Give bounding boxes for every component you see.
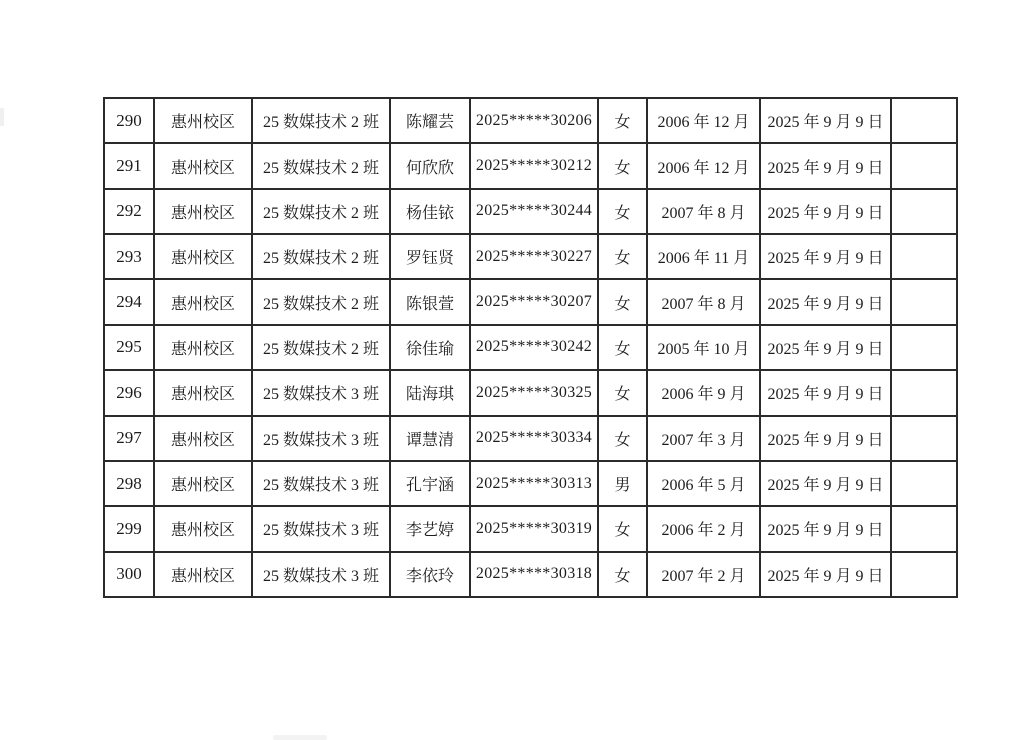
- table-cell-birth-date: 2007 年 8 月: [647, 279, 760, 324]
- scan-smudge: [273, 735, 327, 740]
- table-cell-serial: 293: [104, 234, 154, 279]
- table-cell-student-id: 2025*****30325: [470, 370, 598, 415]
- table-cell-class: 25 数媒技术 3 班: [252, 552, 390, 597]
- table-cell-campus: 惠州校区: [154, 279, 252, 324]
- table-cell-date: 2025 年 9 月 9 日: [760, 461, 891, 506]
- table-cell-gender: 女: [598, 552, 647, 597]
- table-cell-empty: [891, 189, 957, 234]
- table-cell-gender: 女: [598, 189, 647, 234]
- table-row: [104, 461, 957, 506]
- table-cell-empty: [891, 279, 957, 324]
- table-cell-name: 谭慧清: [390, 416, 470, 461]
- table-cell-student-id: 2025*****30207: [470, 279, 598, 324]
- table-cell-class: 25 数媒技术 3 班: [252, 370, 390, 415]
- table-cell-student-id: 2025*****30334: [470, 416, 598, 461]
- table-row: [104, 98, 957, 143]
- table-cell-class: 25 数媒技术 2 班: [252, 234, 390, 279]
- table-cell-gender: 女: [598, 506, 647, 551]
- table-cell-serial: 298: [104, 461, 154, 506]
- table-cell-gender: 女: [598, 98, 647, 143]
- table-cell-empty: [891, 98, 957, 143]
- table-cell-empty: [891, 143, 957, 188]
- table-cell-student-id: 2025*****30319: [470, 506, 598, 551]
- table-cell-class: 25 数媒技术 3 班: [252, 416, 390, 461]
- table-row: [104, 506, 957, 551]
- table-cell-serial: 294: [104, 279, 154, 324]
- table-cell-date: 2025 年 9 月 9 日: [760, 143, 891, 188]
- table-cell-campus: 惠州校区: [154, 416, 252, 461]
- table-cell-serial: 291: [104, 143, 154, 188]
- table-cell-class: 25 数媒技术 2 班: [252, 279, 390, 324]
- table-cell-name: 李依玲: [390, 552, 470, 597]
- table-row: [104, 370, 957, 415]
- table-cell-birth-date: 2006 年 9 月: [647, 370, 760, 415]
- table-row: [104, 552, 957, 597]
- table-cell-date: 2025 年 9 月 9 日: [760, 370, 891, 415]
- table-cell-name: 陆海琪: [390, 370, 470, 415]
- table-cell-name: 徐佳瑜: [390, 325, 470, 370]
- table-cell-gender: 女: [598, 143, 647, 188]
- table-cell-name: 陈银萱: [390, 279, 470, 324]
- table-cell-gender: 女: [598, 370, 647, 415]
- table-cell-empty: [891, 325, 957, 370]
- table-cell-empty: [891, 552, 957, 597]
- table-cell-date: 2025 年 9 月 9 日: [760, 552, 891, 597]
- table-cell-name: 杨佳铱: [390, 189, 470, 234]
- table-cell-date: 2025 年 9 月 9 日: [760, 279, 891, 324]
- table-cell-birth-date: 2006 年 5 月: [647, 461, 760, 506]
- table-cell-class: 25 数媒技术 2 班: [252, 143, 390, 188]
- table-cell-campus: 惠州校区: [154, 552, 252, 597]
- table-cell-serial: 300: [104, 552, 154, 597]
- scan-smudge: [0, 108, 4, 126]
- table-cell-date: 2025 年 9 月 9 日: [760, 416, 891, 461]
- table-row: [104, 416, 957, 461]
- table-cell-student-id: 2025*****30227: [470, 234, 598, 279]
- table-cell-campus: 惠州校区: [154, 234, 252, 279]
- table-cell-birth-date: 2006 年 12 月: [647, 98, 760, 143]
- table-cell-student-id: 2025*****30242: [470, 325, 598, 370]
- table-cell-class: 25 数媒技术 3 班: [252, 461, 390, 506]
- table-cell-name: 罗钰贤: [390, 234, 470, 279]
- table-cell-gender: 男: [598, 461, 647, 506]
- table-cell-date: 2025 年 9 月 9 日: [760, 234, 891, 279]
- table-cell-birth-date: 2007 年 8 月: [647, 189, 760, 234]
- table-cell-empty: [891, 416, 957, 461]
- table-cell-campus: 惠州校区: [154, 506, 252, 551]
- table-row: [104, 143, 957, 188]
- table-cell-campus: 惠州校区: [154, 189, 252, 234]
- table-cell-campus: 惠州校区: [154, 370, 252, 415]
- table-cell-birth-date: 2006 年 2 月: [647, 506, 760, 551]
- table-cell-name: 李艺婷: [390, 506, 470, 551]
- table-cell-serial: 297: [104, 416, 154, 461]
- table-cell-campus: 惠州校区: [154, 461, 252, 506]
- table-row: [104, 234, 957, 279]
- table-cell-birth-date: 2007 年 2 月: [647, 552, 760, 597]
- table-cell-class: 25 数媒技术 2 班: [252, 98, 390, 143]
- table-row: [104, 279, 957, 324]
- table-cell-campus: 惠州校区: [154, 98, 252, 143]
- table-cell-class: 25 数媒技术 3 班: [252, 506, 390, 551]
- table-cell-serial: 292: [104, 189, 154, 234]
- table-cell-campus: 惠州校区: [154, 143, 252, 188]
- student-roster-table: [103, 97, 958, 598]
- table-cell-birth-date: 2007 年 3 月: [647, 416, 760, 461]
- table-cell-student-id: 2025*****30313: [470, 461, 598, 506]
- table-cell-name: 陈耀芸: [390, 98, 470, 143]
- table-cell-gender: 女: [598, 279, 647, 324]
- table-cell-birth-date: 2006 年 11 月: [647, 234, 760, 279]
- table-cell-empty: [891, 506, 957, 551]
- table-cell-date: 2025 年 9 月 9 日: [760, 98, 891, 143]
- table-cell-serial: 295: [104, 325, 154, 370]
- table-cell-gender: 女: [598, 234, 647, 279]
- table-cell-student-id: 2025*****30212: [470, 143, 598, 188]
- table-cell-empty: [891, 461, 957, 506]
- table-cell-empty: [891, 370, 957, 415]
- table-cell-serial: 290: [104, 98, 154, 143]
- table-cell-class: 25 数媒技术 2 班: [252, 325, 390, 370]
- table-cell-student-id: 2025*****30206: [470, 98, 598, 143]
- table-cell-name: 何欣欣: [390, 143, 470, 188]
- table-body: [104, 98, 957, 597]
- table-cell-serial: 296: [104, 370, 154, 415]
- table-cell-birth-date: 2005 年 10 月: [647, 325, 760, 370]
- table-cell-name: 孔宇涵: [390, 461, 470, 506]
- table-cell-class: 25 数媒技术 2 班: [252, 189, 390, 234]
- table-cell-serial: 299: [104, 506, 154, 551]
- table-cell-date: 2025 年 9 月 9 日: [760, 325, 891, 370]
- table-cell-date: 2025 年 9 月 9 日: [760, 189, 891, 234]
- table-cell-birth-date: 2006 年 12 月: [647, 143, 760, 188]
- table-cell-student-id: 2025*****30318: [470, 552, 598, 597]
- table-row: [104, 325, 957, 370]
- table-cell-empty: [891, 234, 957, 279]
- table-cell-gender: 女: [598, 325, 647, 370]
- table-cell-campus: 惠州校区: [154, 325, 252, 370]
- table-cell-student-id: 2025*****30244: [470, 189, 598, 234]
- table-row: [104, 189, 957, 234]
- table-cell-date: 2025 年 9 月 9 日: [760, 506, 891, 551]
- table-cell-gender: 女: [598, 416, 647, 461]
